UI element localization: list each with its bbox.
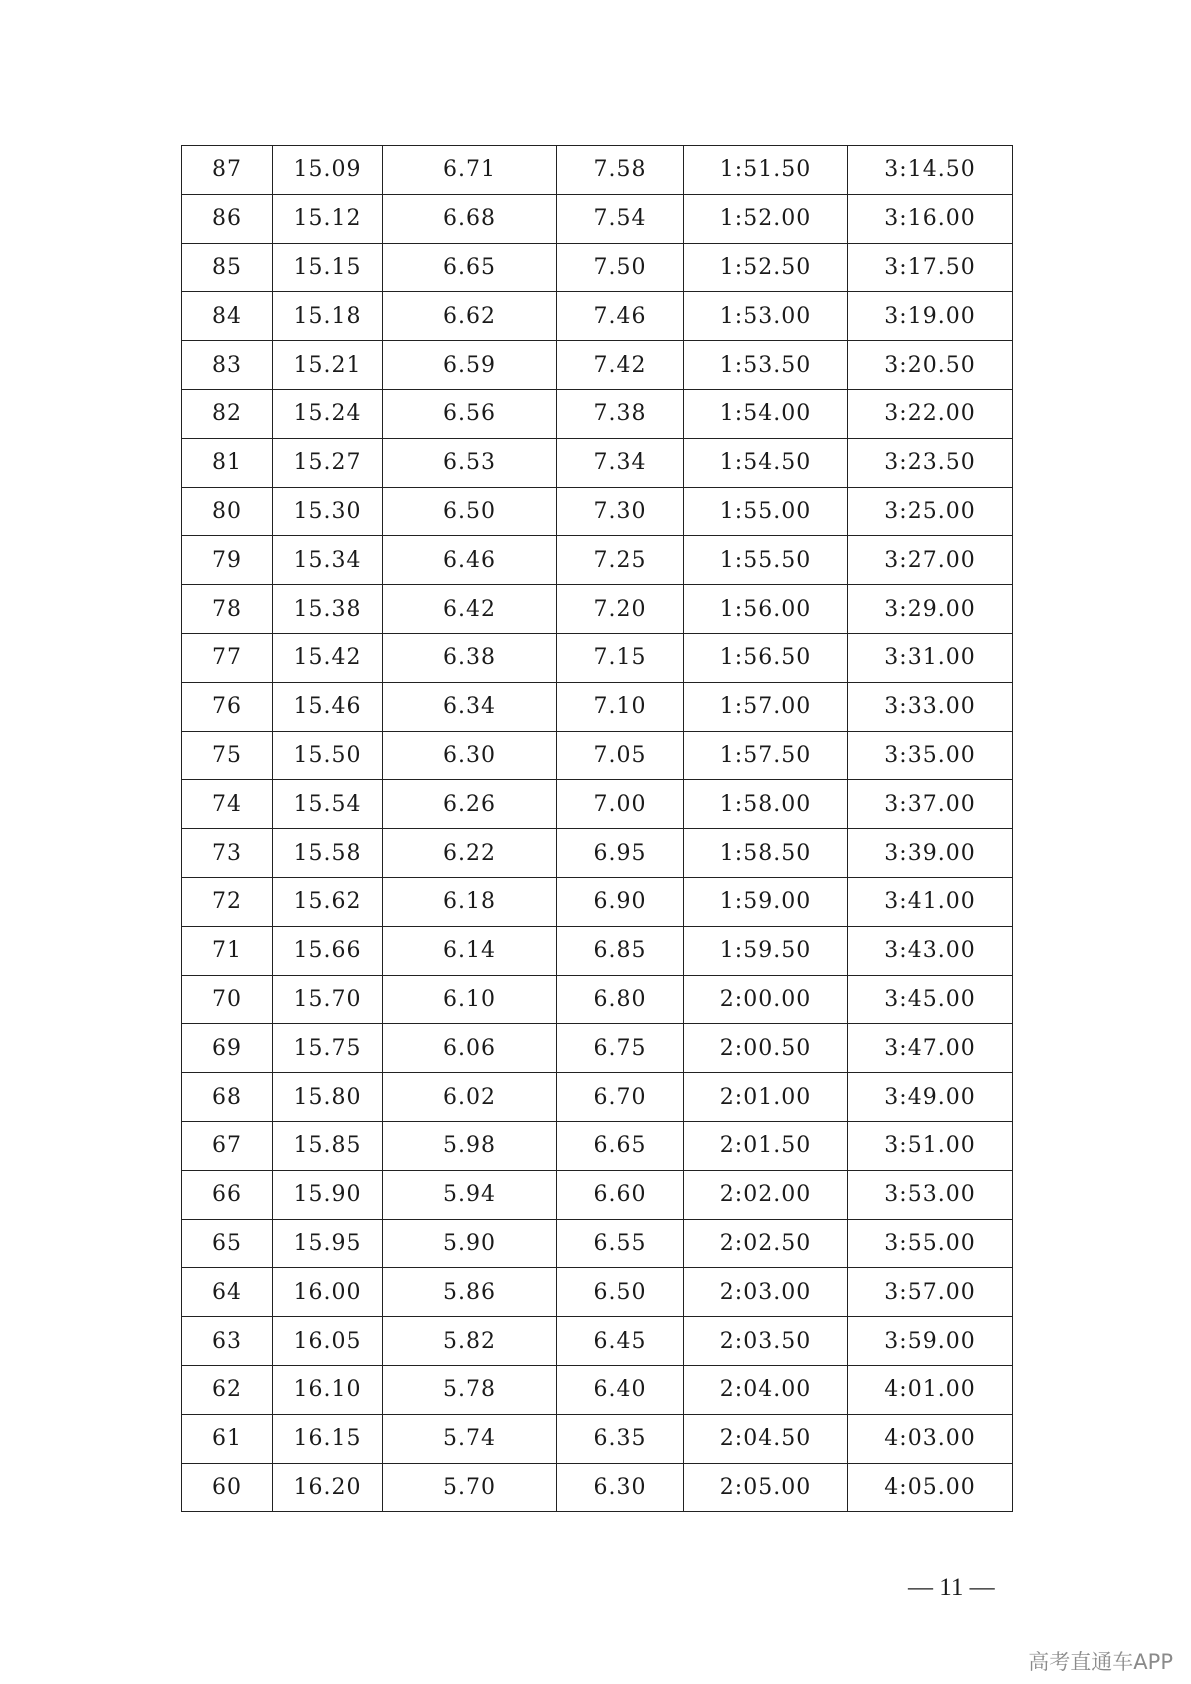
table-cell: 3:57.00 (848, 1268, 1013, 1317)
table-row (182, 633, 1013, 682)
table-cell: 15.66 (273, 926, 383, 975)
table-cell: 6.65 (557, 1121, 684, 1170)
table-row (182, 780, 1013, 829)
table-cell: 6.40 (557, 1365, 684, 1414)
table-cell: 70 (182, 975, 273, 1024)
table-cell: 15.15 (273, 243, 383, 292)
table-cell: 15.42 (273, 633, 383, 682)
table-cell: 84 (182, 292, 273, 341)
table-cell: 6.90 (557, 877, 684, 926)
table-cell: 6.30 (557, 1463, 684, 1512)
table-cell: 1:53.00 (684, 292, 848, 341)
table-cell: 6.42 (383, 585, 557, 634)
table-cell: 3:47.00 (848, 1024, 1013, 1073)
table-cell: 75 (182, 731, 273, 780)
table-cell: 16.05 (273, 1317, 383, 1366)
table-cell: 3:43.00 (848, 926, 1013, 975)
table-cell: 15.27 (273, 438, 383, 487)
table-cell: 15.70 (273, 975, 383, 1024)
table-cell: 72 (182, 877, 273, 926)
table-cell: 1:54.00 (684, 389, 848, 438)
table-cell: 78 (182, 585, 273, 634)
table-cell: 7.38 (557, 389, 684, 438)
table-cell: 15.54 (273, 780, 383, 829)
table-cell: 5.90 (383, 1219, 557, 1268)
table-cell: 7.54 (557, 194, 684, 243)
table-cell: 3:22.00 (848, 389, 1013, 438)
table-cell: 7.20 (557, 585, 684, 634)
table-cell: 5.78 (383, 1365, 557, 1414)
table-cell: 2:02.00 (684, 1170, 848, 1219)
table-cell: 69 (182, 1024, 273, 1073)
table-cell: 3:14.50 (848, 146, 1013, 195)
table-cell: 2:04.00 (684, 1365, 848, 1414)
watermark-logo-text: 高考直通车APP (1028, 1650, 1173, 1674)
table-cell: 3:55.00 (848, 1219, 1013, 1268)
table-cell: 6.70 (557, 1073, 684, 1122)
table-cell: 1:51.50 (684, 146, 848, 195)
table-cell: 7.46 (557, 292, 684, 341)
table-row (182, 536, 1013, 585)
table-cell: 6.50 (557, 1268, 684, 1317)
table-cell: 2:03.00 (684, 1268, 848, 1317)
table-cell: 3:31.00 (848, 633, 1013, 682)
table-cell: 3:16.00 (848, 194, 1013, 243)
table-cell: 6.65 (383, 243, 557, 292)
table-cell: 83 (182, 341, 273, 390)
table-cell: 86 (182, 194, 273, 243)
table-cell: 15.24 (273, 389, 383, 438)
table-cell: 6.95 (557, 829, 684, 878)
table-cell: 80 (182, 487, 273, 536)
table-cell: 6.46 (383, 536, 557, 585)
table-cell: 1:58.50 (684, 829, 848, 878)
table-row (182, 1219, 1013, 1268)
table-cell: 6.62 (383, 292, 557, 341)
table-row (182, 731, 1013, 780)
table-cell: 15.46 (273, 682, 383, 731)
table-row (182, 1073, 1013, 1122)
table-cell: 7.00 (557, 780, 684, 829)
table-cell: 2:01.00 (684, 1073, 848, 1122)
table-cell: 6.10 (383, 975, 557, 1024)
table-cell: 7.42 (557, 341, 684, 390)
table-cell: 3:59.00 (848, 1317, 1013, 1366)
table-cell: 1:55.50 (684, 536, 848, 585)
table-cell: 15.90 (273, 1170, 383, 1219)
table-cell: 5.86 (383, 1268, 557, 1317)
table-cell: 6.75 (557, 1024, 684, 1073)
table-cell: 7.25 (557, 536, 684, 585)
table-cell: 1:57.50 (684, 731, 848, 780)
table-cell: 1:55.00 (684, 487, 848, 536)
table-cell: 6.71 (383, 146, 557, 195)
table-cell: 6.30 (383, 731, 557, 780)
table-cell: 76 (182, 682, 273, 731)
table-cell: 2:01.50 (684, 1121, 848, 1170)
table-row (182, 389, 1013, 438)
table-cell: 15.75 (273, 1024, 383, 1073)
table-cell: 16.20 (273, 1463, 383, 1512)
table-cell: 15.18 (273, 292, 383, 341)
table-cell: 3:39.00 (848, 829, 1013, 878)
table-cell: 3:51.00 (848, 1121, 1013, 1170)
table-cell: 2:04.50 (684, 1414, 848, 1463)
table-cell: 3:19.00 (848, 292, 1013, 341)
table-cell: 65 (182, 1219, 273, 1268)
score-table (181, 145, 1013, 1512)
table-cell: 6.45 (557, 1317, 684, 1366)
table-cell: 7.10 (557, 682, 684, 731)
table-row (182, 438, 1013, 487)
table-cell: 1:53.50 (684, 341, 848, 390)
table-cell: 6.68 (383, 194, 557, 243)
table-row (182, 1317, 1013, 1366)
table-cell: 1:56.00 (684, 585, 848, 634)
table-cell: 6.59 (383, 341, 557, 390)
table-cell: 5.74 (383, 1414, 557, 1463)
table-cell: 66 (182, 1170, 273, 1219)
table-cell: 15.09 (273, 146, 383, 195)
table-cell: 6.85 (557, 926, 684, 975)
table-cell: 3:45.00 (848, 975, 1013, 1024)
table-cell: 3:53.00 (848, 1170, 1013, 1219)
table-cell: 7.15 (557, 633, 684, 682)
table-cell: 7.50 (557, 243, 684, 292)
table-cell: 15.95 (273, 1219, 383, 1268)
table-cell: 6.53 (383, 438, 557, 487)
table-cell: 3:37.00 (848, 780, 1013, 829)
table-cell: 6.26 (383, 780, 557, 829)
table-cell: 67 (182, 1121, 273, 1170)
table-row (182, 1365, 1013, 1414)
table-cell: 5.98 (383, 1121, 557, 1170)
table-row (182, 1268, 1013, 1317)
table-row (182, 877, 1013, 926)
table-cell: 87 (182, 146, 273, 195)
table-cell: 15.38 (273, 585, 383, 634)
table-row (182, 682, 1013, 731)
table-cell: 5.70 (383, 1463, 557, 1512)
table-row (182, 585, 1013, 634)
table-cell: 1:56.50 (684, 633, 848, 682)
table-cell: 3:25.00 (848, 487, 1013, 536)
table-cell: 64 (182, 1268, 273, 1317)
table-cell: 4:03.00 (848, 1414, 1013, 1463)
table-cell: 1:54.50 (684, 438, 848, 487)
score-table-body (182, 146, 1013, 1512)
table-cell: 85 (182, 243, 273, 292)
table-cell: 3:29.00 (848, 585, 1013, 634)
table-cell: 2:00.00 (684, 975, 848, 1024)
table-cell: 6.14 (383, 926, 557, 975)
table-row (182, 1414, 1013, 1463)
table-cell: 3:33.00 (848, 682, 1013, 731)
table-cell: 15.12 (273, 194, 383, 243)
table-cell: 16.15 (273, 1414, 383, 1463)
table-row (182, 829, 1013, 878)
table-cell: 16.00 (273, 1268, 383, 1317)
page-number: — 11 — (908, 1574, 995, 1601)
table-cell: 6.34 (383, 682, 557, 731)
table-cell: 73 (182, 829, 273, 878)
table-cell: 6.56 (383, 389, 557, 438)
table-cell: 61 (182, 1414, 273, 1463)
table-cell: 2:03.50 (684, 1317, 848, 1366)
table-row (182, 1463, 1013, 1512)
table-cell: 82 (182, 389, 273, 438)
table-cell: 6.02 (383, 1073, 557, 1122)
table-cell: 1:59.50 (684, 926, 848, 975)
table-cell: 5.94 (383, 1170, 557, 1219)
table-cell: 15.21 (273, 341, 383, 390)
table-cell: 15.80 (273, 1073, 383, 1122)
table-cell: 79 (182, 536, 273, 585)
table-cell: 81 (182, 438, 273, 487)
table-cell: 1:57.00 (684, 682, 848, 731)
table-cell: 15.62 (273, 877, 383, 926)
table-cell: 15.50 (273, 731, 383, 780)
table-cell: 15.58 (273, 829, 383, 878)
table-cell: 6.38 (383, 633, 557, 682)
table-cell: 62 (182, 1365, 273, 1414)
table-cell: 74 (182, 780, 273, 829)
table-cell: 7.05 (557, 731, 684, 780)
table-cell: 1:59.00 (684, 877, 848, 926)
table-cell: 2:05.00 (684, 1463, 848, 1512)
table-cell: 4:05.00 (848, 1463, 1013, 1512)
table-cell: 3:20.50 (848, 341, 1013, 390)
table-cell: 68 (182, 1073, 273, 1122)
table-cell: 1:52.50 (684, 243, 848, 292)
table-row (182, 1121, 1013, 1170)
table-row (182, 292, 1013, 341)
table-cell: 6.55 (557, 1219, 684, 1268)
table-cell: 77 (182, 633, 273, 682)
table-cell: 6.18 (383, 877, 557, 926)
table-cell: 3:27.00 (848, 536, 1013, 585)
table-cell: 1:58.00 (684, 780, 848, 829)
table-cell: 15.34 (273, 536, 383, 585)
table-row (182, 146, 1013, 195)
table-cell: 71 (182, 926, 273, 975)
table-row (182, 243, 1013, 292)
table-cell: 5.82 (383, 1317, 557, 1366)
table-row (182, 975, 1013, 1024)
table-cell: 3:49.00 (848, 1073, 1013, 1122)
table-cell: 1:52.00 (684, 194, 848, 243)
table-cell: 2:00.50 (684, 1024, 848, 1073)
table-row (182, 926, 1013, 975)
table-row (182, 194, 1013, 243)
table-cell: 7.34 (557, 438, 684, 487)
table-cell: 7.58 (557, 146, 684, 195)
table-row (182, 1024, 1013, 1073)
table-cell: 2:02.50 (684, 1219, 848, 1268)
table-cell: 15.30 (273, 487, 383, 536)
table-cell: 63 (182, 1317, 273, 1366)
table-cell: 6.35 (557, 1414, 684, 1463)
table-cell: 3:35.00 (848, 731, 1013, 780)
table-cell: 6.50 (383, 487, 557, 536)
table-cell: 3:41.00 (848, 877, 1013, 926)
table-cell: 60 (182, 1463, 273, 1512)
table-row (182, 487, 1013, 536)
table-row (182, 1170, 1013, 1219)
table-cell: 16.10 (273, 1365, 383, 1414)
table-cell: 3:23.50 (848, 438, 1013, 487)
table-cell: 6.60 (557, 1170, 684, 1219)
table-cell: 6.06 (383, 1024, 557, 1073)
table-cell: 15.85 (273, 1121, 383, 1170)
table-row (182, 341, 1013, 390)
table-cell: 3:17.50 (848, 243, 1013, 292)
table-cell: 7.30 (557, 487, 684, 536)
table-cell: 6.80 (557, 975, 684, 1024)
table-cell: 4:01.00 (848, 1365, 1013, 1414)
table-cell: 6.22 (383, 829, 557, 878)
